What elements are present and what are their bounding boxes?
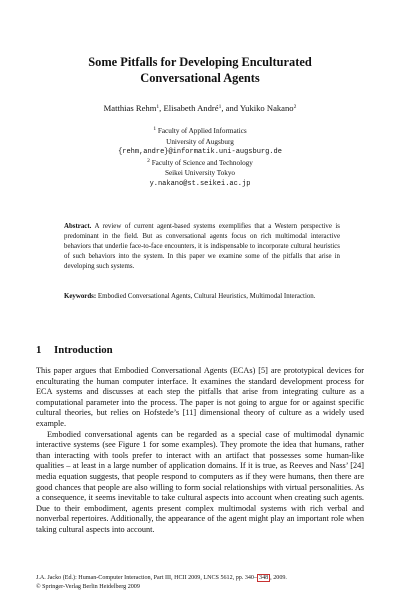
author-affiliation-mark: 1 (218, 104, 222, 110)
keywords-paragraph (64, 292, 340, 302)
abstract-label: Abstract. (64, 223, 92, 230)
body-paragraph-2: Embodied conversational agents can be regarded as a special case of multimodal dynamic interactive systems (see Figure 1 for some examples). They promote the idea that humans, rather than interacting with tools prefer to interact with an artifact that possesses some human-like qualities – at least in a large number of application domains. If it is true, as Reeves and Nass’ [24] media equation suggests, that people respond to computers as if they were humans, then there are good chances that people are also willing to form social relationships with virtual personalities. As a consequence, it seems inevitable to take cultural aspects into account when creating such agents. Due to their embodiment, agents present complex multimodal systems with rich verbal and nonverbal repertoires. Additionally, the appearance of the agent might play an important role when taking cultural aspects into account. (36, 429, 364, 534)
author-affiliation-mark: 1 (156, 104, 160, 110)
title-line-1: Some Pitfalls for Developing Enculturated (88, 55, 312, 69)
author-name: Elisabeth André (163, 103, 219, 113)
body-paragraph-1: This paper argues that Embodied Conversational Agents (ECAs) [5] are prototypical devices for enculturating the human computer interface. It examines the standard development process for ECA systems and discusses at each step the pitfalls that arise from integrating culture as a computational parameter into the process. The paper is not going to argue for or against specific cultural theories, but relies on Hofstede’s [11] dimensional theory of culture as a widely used example. (36, 366, 364, 428)
affiliation-dept-text: Faculty of Applied Informatics (157, 127, 247, 135)
section-body (36, 366, 364, 536)
author-separator: , (159, 103, 164, 113)
affiliation-mark: 1 (153, 126, 157, 132)
title-line-2: Conversational Agents (140, 71, 260, 85)
affiliation-2-dept (30, 158, 370, 169)
author-separator: , and (221, 103, 240, 113)
affiliation-1-univ: University of Augsburg (166, 137, 234, 146)
footer-citation-year: , 2009. (270, 575, 287, 581)
copyright-footer (36, 574, 287, 592)
keywords (64, 292, 340, 302)
author-list (30, 103, 370, 114)
affiliation-dept-text: Faculty of Science and Technology (151, 158, 253, 167)
affiliation-mark: 2 (147, 157, 150, 164)
affiliation-1-email: {rehm,andre}@informatik.uni-augsburg.de (118, 148, 282, 157)
abstract-text: A review of current agent-based systems exemplifies that a Western perspective is predominant in the field. But as conversational agents focus on rich multimodal interactive behaviors that underlie face-to-face encounters, it is indispensable to incorporate cultural heuristics of such behaviors into the system. In this paper we examine some of the pitfalls that arise in developing such systems. (64, 223, 340, 270)
footer-citation-text: J.A. Jacko (Ed.): Human-Computer Interaction, Part III, HCII 2009, LNCS 5612, pp. 340– (36, 575, 258, 581)
section-heading (36, 344, 113, 357)
affiliation-2-univ: Seikei University Tokyo (164, 169, 236, 178)
author-name: Matthias Rehm (103, 103, 157, 113)
section-number: 1 (36, 344, 42, 356)
author-affiliation-mark: 2 (293, 104, 297, 110)
author-name: Yukiko Nakano (239, 103, 294, 113)
abstract-paragraph (64, 222, 340, 272)
affiliation-2-email: y.nakano@st.seikei.ac.jp (149, 179, 251, 188)
paper-title (40, 54, 360, 86)
keywords-text: Embodied Conversational Agents, Cultural Heuristics, Multimodal Interaction. (96, 293, 316, 300)
affiliations (30, 126, 370, 190)
keywords-label: Keywords: (64, 293, 97, 300)
affiliation-1-dept (30, 126, 370, 137)
abstract (64, 222, 340, 272)
footer-citation (36, 574, 287, 583)
footer-copyright: © Springer-Verlag Berlin Heidelberg 2009 (36, 583, 140, 590)
section-title: Introduction (54, 344, 113, 356)
page-number-highlight: 348 (259, 575, 269, 581)
